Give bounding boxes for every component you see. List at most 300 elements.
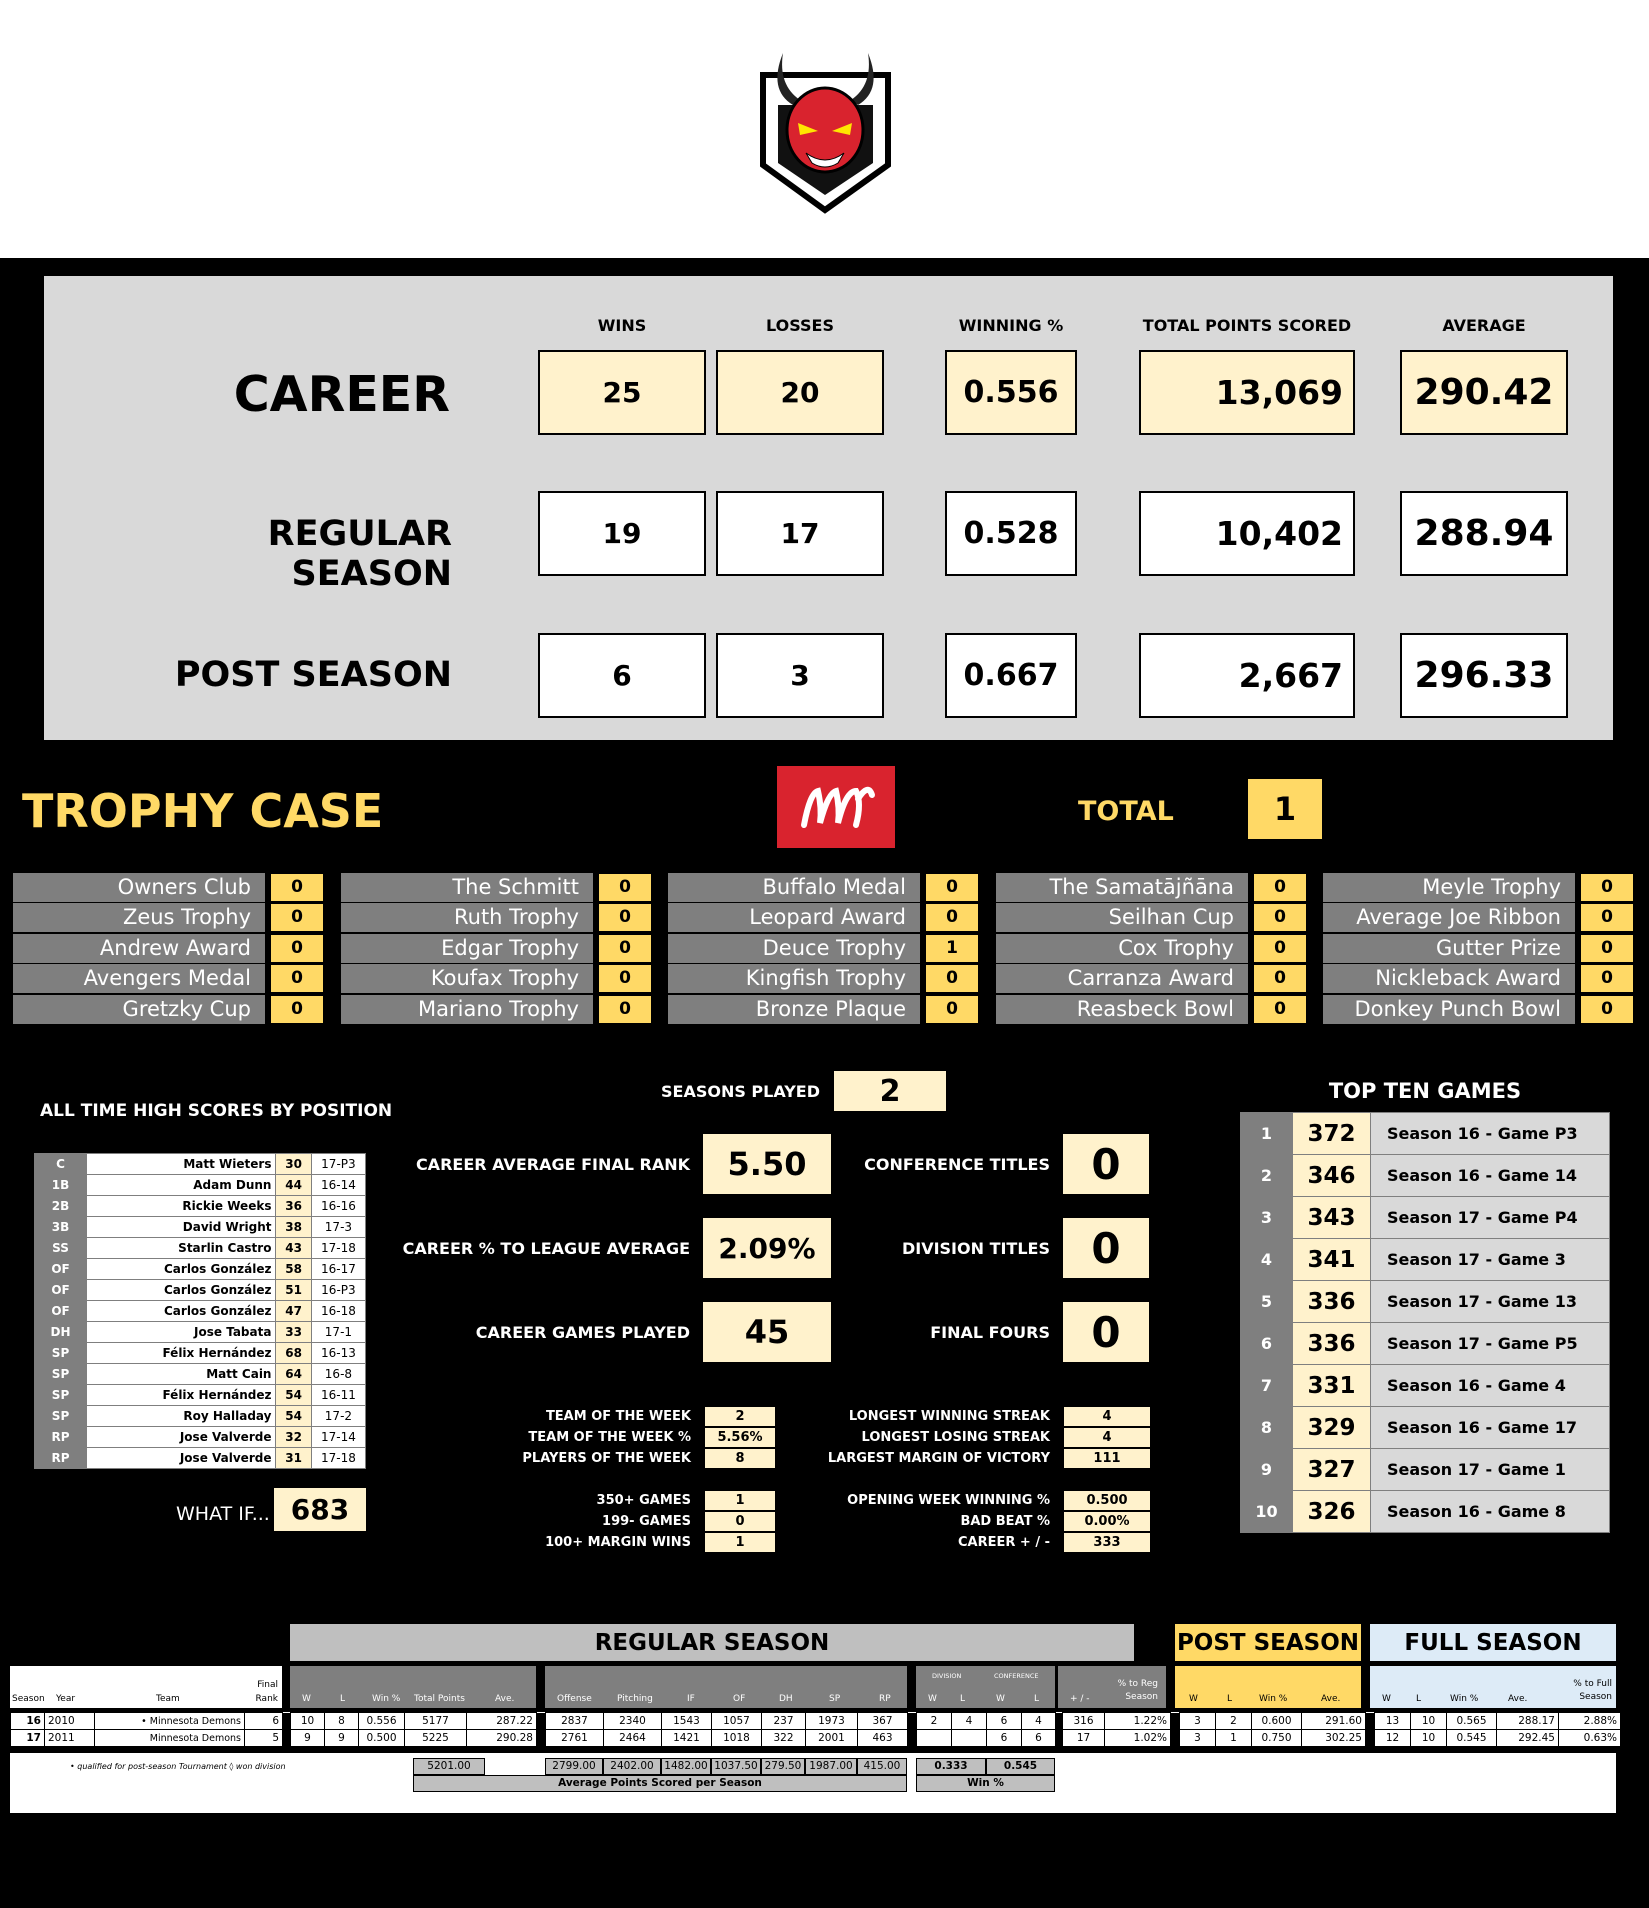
season-ppct-cell: 0.750 bbox=[1252, 1730, 1302, 1747]
trophy-item bbox=[668, 933, 980, 964]
trophy-column-1 bbox=[13, 872, 325, 1025]
season-sp-cell: 1973 bbox=[806, 1713, 858, 1730]
final-fours-value: 0 bbox=[1063, 1302, 1149, 1362]
season-pm-cell: 17 bbox=[1063, 1730, 1105, 1747]
season-fave-cell: 288.17 bbox=[1497, 1713, 1559, 1730]
season-if-cell: 1543 bbox=[662, 1713, 712, 1730]
sp-col-header: SP bbox=[829, 1694, 841, 1704]
trophy-count: 0 bbox=[1254, 996, 1306, 1023]
score-cell: 44 bbox=[276, 1175, 311, 1196]
high-score-row bbox=[35, 1427, 366, 1448]
column-gap bbox=[908, 1730, 917, 1747]
avg-pitching: 2402.00 bbox=[603, 1758, 661, 1775]
avg-of: 1037.50 bbox=[711, 1758, 761, 1775]
high-score-row bbox=[35, 1343, 366, 1364]
high-score-row bbox=[35, 1301, 366, 1322]
stat-value: 5.56% bbox=[705, 1428, 775, 1447]
season-w-cell: 10 bbox=[291, 1713, 325, 1730]
career-losses: 20 bbox=[716, 350, 884, 435]
final-rank-col-header: Final Rank bbox=[255, 1680, 278, 1704]
season-season-cell: 16 bbox=[11, 1713, 45, 1730]
season-ave-cell: 290.28 bbox=[467, 1730, 537, 1747]
stat-value: 0 bbox=[705, 1512, 775, 1531]
player-cell: Matt Wieters bbox=[87, 1154, 276, 1175]
season-fave-cell: 292.45 bbox=[1497, 1730, 1559, 1747]
high-score-row bbox=[35, 1385, 366, 1406]
rp-col-header: RP bbox=[879, 1694, 891, 1704]
games-played-value: 45 bbox=[703, 1302, 831, 1362]
score-cell: 47 bbox=[276, 1301, 311, 1322]
trophy-name: Bronze Plaque bbox=[668, 995, 920, 1024]
post-win-pct-col-header: Win % bbox=[1259, 1694, 1288, 1704]
position-cell: RP bbox=[35, 1427, 87, 1448]
stat-row bbox=[460, 1532, 775, 1553]
stat-label: LARGEST MARGIN OF VICTORY bbox=[827, 1451, 1050, 1466]
trophy-item bbox=[668, 872, 980, 903]
score-cell: 32 bbox=[276, 1427, 311, 1448]
div-l-col-header: L bbox=[960, 1694, 966, 1704]
avg-rp: 415.00 bbox=[857, 1758, 907, 1775]
trophy-name: Reasbeck Bowl bbox=[996, 995, 1248, 1024]
conference-win-pct: 0.545 bbox=[986, 1758, 1055, 1775]
trophy-count: 0 bbox=[271, 935, 323, 962]
season-col-header: Season bbox=[12, 1694, 45, 1704]
season-dl-cell bbox=[952, 1730, 987, 1747]
game-label-cell: Season 17 - Game P5 bbox=[1371, 1323, 1610, 1365]
column-gap bbox=[283, 1730, 291, 1747]
trophy-column-3 bbox=[668, 872, 980, 1025]
conf-l-col-header: L bbox=[1034, 1694, 1040, 1704]
season-row bbox=[11, 1713, 1621, 1730]
position-cell: SP bbox=[35, 1385, 87, 1406]
trophy-count: 0 bbox=[1254, 965, 1306, 992]
pct-reg-col-header: % to Reg Season bbox=[1117, 1679, 1158, 1702]
season-ppct-cell: 0.600 bbox=[1252, 1713, 1302, 1730]
season-fw-cell: 12 bbox=[1375, 1730, 1411, 1747]
column-gap bbox=[537, 1713, 546, 1730]
season-pit-cell: 2340 bbox=[604, 1713, 662, 1730]
stat-row bbox=[790, 1448, 1150, 1469]
season-team-cell: • Minnesota Demons bbox=[95, 1713, 245, 1730]
full-win-pct-col-header: Win % bbox=[1450, 1694, 1479, 1704]
score-cell: 33 bbox=[276, 1322, 311, 1343]
score-cell: 54 bbox=[276, 1406, 311, 1427]
position-cell: RP bbox=[35, 1448, 87, 1469]
season-if-cell: 1421 bbox=[662, 1730, 712, 1747]
small-stats-left bbox=[460, 1406, 775, 1553]
trophy-case-title: TROPHY CASE bbox=[22, 784, 384, 838]
what-if-value: 683 bbox=[274, 1488, 366, 1531]
stat-value: 333 bbox=[1064, 1533, 1150, 1552]
player-cell: Félix Hernández bbox=[87, 1343, 276, 1364]
trophy-count: 0 bbox=[1254, 904, 1306, 931]
trophy-count: 0 bbox=[271, 904, 323, 931]
season-pct-cell: 0.500 bbox=[359, 1730, 405, 1747]
post-l-col-header: L bbox=[1227, 1694, 1233, 1704]
trophy-count: 0 bbox=[926, 904, 978, 931]
trophy-item bbox=[13, 903, 325, 934]
post-w-col-header: W bbox=[1189, 1694, 1198, 1704]
pct-full-col-header: % to Full Season bbox=[1573, 1679, 1612, 1702]
season-pfull-cell: 2.88% bbox=[1559, 1713, 1621, 1730]
regular-season-losses: 17 bbox=[716, 491, 884, 576]
top-ten-table bbox=[1240, 1112, 1610, 1533]
season-rank-cell: 6 bbox=[245, 1713, 283, 1730]
season-fpct-cell: 0.565 bbox=[1447, 1713, 1497, 1730]
post-season-section-title: POST SEASON bbox=[1175, 1624, 1361, 1661]
year-col-header: Year bbox=[56, 1694, 76, 1704]
w-col-header: W bbox=[302, 1694, 311, 1704]
trophy-item bbox=[1323, 964, 1635, 995]
game-cell: 17-3 bbox=[311, 1217, 365, 1238]
stat-label: PLAYERS OF THE WEEK bbox=[522, 1451, 691, 1466]
player-cell: Carlos González bbox=[87, 1259, 276, 1280]
trophy-count: 0 bbox=[599, 935, 651, 962]
game-label-cell: Season 16 - Game 14 bbox=[1371, 1155, 1610, 1197]
trophy-name: Avengers Medal bbox=[13, 964, 265, 993]
regular-season-average: 288.94 bbox=[1400, 491, 1568, 576]
div-w-col-header: W bbox=[928, 1694, 937, 1704]
player-cell: Jose Tabata bbox=[87, 1322, 276, 1343]
position-cell: SP bbox=[35, 1343, 87, 1364]
position-cell: 2B bbox=[35, 1196, 87, 1217]
trophy-total-label: TOTAL bbox=[1078, 796, 1174, 827]
offense-col-header: Offense bbox=[557, 1694, 592, 1704]
trophy-item bbox=[1323, 933, 1635, 964]
top-game-row bbox=[1241, 1281, 1610, 1323]
game-rank-cell: 3 bbox=[1241, 1197, 1293, 1239]
regular-season-total-points: 10,402 bbox=[1139, 491, 1355, 576]
trophy-count: 1 bbox=[926, 935, 978, 962]
season-l-cell: 8 bbox=[325, 1713, 359, 1730]
trophy-count: 0 bbox=[1581, 965, 1633, 992]
top-game-row bbox=[1241, 1197, 1610, 1239]
game-cell: 16-16 bbox=[311, 1196, 365, 1217]
column-gap bbox=[1056, 1730, 1063, 1747]
game-cell: 16-17 bbox=[311, 1259, 365, 1280]
trophy-count: 0 bbox=[271, 965, 323, 992]
stat-label: LONGEST LOSING STREAK bbox=[861, 1430, 1050, 1445]
trophy-item bbox=[13, 994, 325, 1025]
trophy-item bbox=[13, 872, 325, 903]
player-cell: David Wright bbox=[87, 1217, 276, 1238]
losses-header: LOSSES bbox=[765, 316, 834, 335]
high-score-row bbox=[35, 1175, 366, 1196]
post-season-average: 296.33 bbox=[1400, 633, 1568, 718]
division-titles-value: 0 bbox=[1063, 1218, 1149, 1278]
game-score-cell: 329 bbox=[1293, 1407, 1371, 1449]
pct-league-avg-value: 2.09% bbox=[703, 1218, 831, 1278]
season-season-cell: 17 bbox=[11, 1730, 45, 1747]
trophy-item bbox=[996, 872, 1308, 903]
score-cell: 38 bbox=[276, 1217, 311, 1238]
season-rp-cell: 463 bbox=[858, 1730, 908, 1747]
trophy-name: Owners Club bbox=[13, 873, 265, 902]
stat-label: BAD BEAT % bbox=[960, 1514, 1050, 1529]
if-col-header: IF bbox=[687, 1694, 695, 1704]
season-ave-cell: 287.22 bbox=[467, 1713, 537, 1730]
trophy-item bbox=[668, 994, 980, 1025]
stat-value: 0.00% bbox=[1064, 1512, 1150, 1531]
ave-col-header: Ave. bbox=[495, 1694, 515, 1704]
conference-group-header: CONFERENCE bbox=[994, 1672, 1039, 1680]
trophy-name: Kingfish Trophy bbox=[668, 964, 920, 993]
trophy-item bbox=[1323, 903, 1635, 934]
games-played-label: CAREER GAMES PLAYED bbox=[475, 1323, 690, 1342]
high-score-row bbox=[35, 1154, 366, 1175]
stat-row bbox=[790, 1511, 1150, 1532]
trophy-name: The Samatājñāna bbox=[996, 873, 1248, 902]
stat-row bbox=[460, 1448, 775, 1469]
season-w-cell: 9 bbox=[291, 1730, 325, 1747]
stat-row bbox=[790, 1406, 1150, 1427]
season-preg-cell: 1.02% bbox=[1105, 1730, 1171, 1747]
division-titles-label: DIVISION TITLES bbox=[901, 1239, 1050, 1258]
season-cl-cell: 6 bbox=[1022, 1730, 1056, 1747]
season-pave-cell: 291.60 bbox=[1302, 1713, 1366, 1730]
season-cw-cell: 6 bbox=[987, 1730, 1022, 1747]
trophy-item bbox=[1323, 872, 1635, 903]
player-cell: Carlos González bbox=[87, 1301, 276, 1322]
game-score-cell: 372 bbox=[1293, 1113, 1371, 1155]
game-label-cell: Season 16 - Game 4 bbox=[1371, 1365, 1610, 1407]
score-cell: 54 bbox=[276, 1385, 311, 1406]
post-season-row-label: POST SEASON bbox=[174, 655, 452, 695]
trophy-item bbox=[341, 933, 653, 964]
position-cell: OF bbox=[35, 1301, 87, 1322]
position-cell: OF bbox=[35, 1259, 87, 1280]
final-fours-label: FINAL FOURS bbox=[930, 1323, 1050, 1342]
win-pct-col-header: Win % bbox=[372, 1694, 401, 1704]
devil-logo-icon bbox=[738, 45, 913, 215]
top-game-row bbox=[1241, 1239, 1610, 1281]
column-gap bbox=[1171, 1730, 1180, 1747]
game-rank-cell: 2 bbox=[1241, 1155, 1293, 1197]
high-score-row bbox=[35, 1280, 366, 1301]
trophy-item bbox=[341, 964, 653, 995]
score-cell: 30 bbox=[276, 1154, 311, 1175]
game-cell: 17-2 bbox=[311, 1406, 365, 1427]
season-year-cell: 2010 bbox=[45, 1713, 95, 1730]
player-cell: Starlin Castro bbox=[87, 1238, 276, 1259]
stat-value: 0.500 bbox=[1064, 1491, 1150, 1510]
game-rank-cell: 10 bbox=[1241, 1491, 1293, 1533]
trophy-name: Nickleback Award bbox=[1323, 964, 1575, 993]
trophy-count: 0 bbox=[599, 874, 651, 901]
high-score-row bbox=[35, 1259, 366, 1280]
season-of-cell: 1057 bbox=[712, 1713, 762, 1730]
season-cl-cell: 4 bbox=[1022, 1713, 1056, 1730]
player-cell: Jose Valverde bbox=[87, 1427, 276, 1448]
team-col-header: Team bbox=[156, 1694, 180, 1704]
game-cell: 16-14 bbox=[311, 1175, 365, 1196]
trophy-name: Average Joe Ribbon bbox=[1323, 903, 1575, 932]
stat-label: OPENING WEEK WINNING % bbox=[847, 1493, 1050, 1508]
position-cell: 3B bbox=[35, 1217, 87, 1238]
avg-breakdown-row bbox=[545, 1758, 907, 1775]
season-row bbox=[11, 1730, 1621, 1747]
trophy-count: 0 bbox=[599, 996, 651, 1023]
game-label-cell: Season 16 - Game P3 bbox=[1371, 1113, 1610, 1155]
game-rank-cell: 1 bbox=[1241, 1113, 1293, 1155]
game-cell: 16-8 bbox=[311, 1364, 365, 1385]
trophy-column-5 bbox=[1323, 872, 1635, 1025]
trophy-item bbox=[341, 903, 653, 934]
position-cell: DH bbox=[35, 1322, 87, 1343]
stat-value: 2 bbox=[705, 1407, 775, 1426]
season-team-cell: Minnesota Demons bbox=[95, 1730, 245, 1747]
regular-season-wins: 19 bbox=[538, 491, 706, 576]
avg-final-rank-value: 5.50 bbox=[703, 1134, 831, 1194]
dh-col-header: DH bbox=[779, 1694, 793, 1704]
post-season-losses: 3 bbox=[716, 633, 884, 718]
high-scores-table bbox=[34, 1153, 366, 1469]
season-dl-cell: 4 bbox=[952, 1713, 987, 1730]
trophy-count: 0 bbox=[1254, 935, 1306, 962]
high-score-row bbox=[35, 1364, 366, 1385]
season-of-cell: 1018 bbox=[712, 1730, 762, 1747]
game-cell: 17-18 bbox=[311, 1238, 365, 1259]
game-score-cell: 341 bbox=[1293, 1239, 1371, 1281]
stat-value: 4 bbox=[1064, 1428, 1150, 1447]
regular-season-section-title: REGULAR SEASON bbox=[290, 1624, 1134, 1661]
stat-label: CAREER + / - bbox=[958, 1535, 1050, 1550]
avg-dh: 279.50 bbox=[761, 1758, 805, 1775]
full-ave-col-header: Ave. bbox=[1508, 1694, 1528, 1704]
stat-value: 1 bbox=[705, 1491, 775, 1510]
of-col-header: OF bbox=[733, 1694, 746, 1704]
score-cell: 36 bbox=[276, 1196, 311, 1217]
l-col-header: L bbox=[340, 1694, 346, 1704]
position-cell: SP bbox=[35, 1406, 87, 1427]
career-total-points: 13,069 bbox=[1139, 350, 1355, 435]
post-season-total-points: 2,667 bbox=[1139, 633, 1355, 718]
trophy-name: Cox Trophy bbox=[996, 934, 1248, 963]
avg-final-rank-label: CAREER AVERAGE FINAL RANK bbox=[415, 1155, 690, 1174]
trophy-item bbox=[996, 933, 1308, 964]
trophy-item bbox=[996, 994, 1308, 1025]
trophy-name: Zeus Trophy bbox=[13, 903, 265, 932]
game-cell: 17-1 bbox=[311, 1322, 365, 1343]
top-game-row bbox=[1241, 1113, 1610, 1155]
column-gap bbox=[1366, 1713, 1375, 1730]
position-cell: 1B bbox=[35, 1175, 87, 1196]
stat-row bbox=[460, 1427, 775, 1448]
game-score-cell: 327 bbox=[1293, 1449, 1371, 1491]
game-rank-cell: 9 bbox=[1241, 1449, 1293, 1491]
trophy-item bbox=[996, 964, 1308, 995]
trophy-total-value: 1 bbox=[1248, 779, 1322, 839]
trophy-name: Deuce Trophy bbox=[668, 934, 920, 963]
win-pct-label: Win % bbox=[916, 1775, 1055, 1792]
game-score-cell: 331 bbox=[1293, 1365, 1371, 1407]
stat-label: 100+ MARGIN WINS bbox=[545, 1535, 691, 1550]
position-cell: SP bbox=[35, 1364, 87, 1385]
wins-header: WINS bbox=[597, 316, 647, 335]
player-cell: Matt Cain bbox=[87, 1364, 276, 1385]
regular-season-winning-pct: 0.528 bbox=[945, 491, 1077, 576]
stat-label: TEAM OF THE WEEK % bbox=[528, 1430, 691, 1445]
position-cell: C bbox=[35, 1154, 87, 1175]
high-scores-title: ALL TIME HIGH SCORES BY POSITION bbox=[40, 1101, 393, 1121]
season-fl-cell: 10 bbox=[1411, 1713, 1447, 1730]
position-cell: SS bbox=[35, 1238, 87, 1259]
season-preg-cell: 1.22% bbox=[1105, 1713, 1171, 1730]
season-pw-cell: 3 bbox=[1180, 1713, 1216, 1730]
avg-total-points: 5201.00 bbox=[413, 1758, 485, 1775]
game-label-cell: Season 17 - Game 13 bbox=[1371, 1281, 1610, 1323]
season-pm-cell: 316 bbox=[1063, 1713, 1105, 1730]
avg-offense: 2799.00 bbox=[545, 1758, 603, 1775]
full-season-section-title: FULL SEASON bbox=[1370, 1624, 1616, 1661]
plus-minus-col-header: + / - bbox=[1070, 1694, 1090, 1704]
top-game-row bbox=[1241, 1365, 1610, 1407]
top-game-row bbox=[1241, 1449, 1610, 1491]
season-pit-cell: 2464 bbox=[604, 1730, 662, 1747]
season-pl-cell: 1 bbox=[1216, 1730, 1252, 1747]
season-sp-cell: 2001 bbox=[806, 1730, 858, 1747]
score-cell: 64 bbox=[276, 1364, 311, 1385]
trophy-name: Buffalo Medal bbox=[668, 873, 920, 902]
trophy-item bbox=[13, 933, 325, 964]
season-pfull-cell: 0.63% bbox=[1559, 1730, 1621, 1747]
high-score-row bbox=[35, 1217, 366, 1238]
trophy-count: 0 bbox=[1581, 996, 1633, 1023]
trophy-count: 0 bbox=[599, 965, 651, 992]
high-score-row bbox=[35, 1448, 366, 1469]
division-win-pct: 0.333 bbox=[916, 1758, 986, 1775]
stat-value: 1 bbox=[705, 1533, 775, 1552]
game-rank-cell: 6 bbox=[1241, 1323, 1293, 1365]
game-cell: 17-18 bbox=[311, 1448, 365, 1469]
trophy-name: Mariano Trophy bbox=[341, 995, 593, 1024]
stat-label: 350+ GAMES bbox=[596, 1493, 691, 1508]
top-game-row bbox=[1241, 1491, 1610, 1533]
trophy-name: Seilhan Cup bbox=[996, 903, 1248, 932]
player-cell: Jose Valverde bbox=[87, 1448, 276, 1469]
trophy-name: Koufax Trophy bbox=[341, 964, 593, 993]
trophy-item bbox=[13, 964, 325, 995]
season-pct-cell: 0.556 bbox=[359, 1713, 405, 1730]
game-score-cell: 336 bbox=[1293, 1281, 1371, 1323]
trophy-item bbox=[341, 872, 653, 903]
trophy-name: Leopard Award bbox=[668, 903, 920, 932]
column-gap bbox=[908, 1713, 917, 1730]
career-wins: 25 bbox=[538, 350, 706, 435]
trophy-count: 0 bbox=[1581, 935, 1633, 962]
season-dh-cell: 322 bbox=[762, 1730, 806, 1747]
season-pts-cell: 5177 bbox=[405, 1713, 467, 1730]
full-l-col-header: L bbox=[1416, 1694, 1422, 1704]
season-footnote: • qualified for post-season Tournament ◊ won division bbox=[70, 1762, 286, 1771]
season-year-cell: 2011 bbox=[45, 1730, 95, 1747]
game-label-cell: Season 16 - Game 17 bbox=[1371, 1407, 1610, 1449]
average-header: AVERAGE bbox=[1442, 316, 1526, 335]
game-score-cell: 336 bbox=[1293, 1323, 1371, 1365]
column-gap bbox=[1366, 1730, 1375, 1747]
season-l-cell: 9 bbox=[325, 1730, 359, 1747]
conference-titles-value: 0 bbox=[1063, 1134, 1149, 1194]
trophy-count: 0 bbox=[926, 874, 978, 901]
game-cell: 16-11 bbox=[311, 1385, 365, 1406]
game-label-cell: Season 16 - Game 8 bbox=[1371, 1491, 1610, 1533]
trophy-name: Carranza Award bbox=[996, 964, 1248, 993]
top-game-row bbox=[1241, 1155, 1610, 1197]
post-season-wins: 6 bbox=[538, 633, 706, 718]
team-header-strip bbox=[10, 1666, 282, 1708]
post-ave-col-header: Ave. bbox=[1321, 1694, 1341, 1704]
career-row-label: CAREER bbox=[233, 366, 450, 423]
